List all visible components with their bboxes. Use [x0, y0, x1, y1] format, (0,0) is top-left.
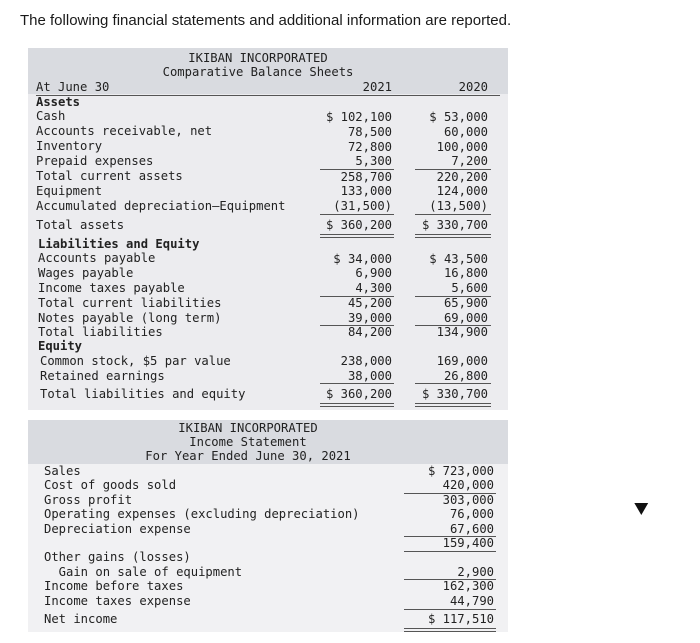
- balance-row-label: Liabilities and Equity: [38, 237, 200, 251]
- balance-col-2021: 2021: [362, 80, 392, 94]
- balance-value-2020: $ 43,500: [429, 252, 488, 266]
- header-rule: [36, 95, 500, 96]
- balance-title: Comparative Balance Sheets: [162, 65, 354, 79]
- balance-value-2021: 133,000: [340, 184, 392, 198]
- income-value: $ 723,000: [427, 464, 494, 478]
- income-value: 162,300: [442, 579, 494, 593]
- balance-value-2021: $ 34,000: [333, 252, 392, 266]
- balance-value-2020: 169,000: [436, 354, 488, 368]
- income-row-label: Cost of goods sold: [44, 478, 177, 492]
- total-double-rule: [415, 234, 491, 238]
- income-value: 76,000: [449, 507, 494, 521]
- total-double-rule: [320, 403, 394, 407]
- intro-text: The following financial statements and additional information are reported.: [20, 12, 512, 29]
- balance-value-2020: 134,900: [436, 325, 488, 339]
- balance-row-label: Inventory: [36, 139, 103, 153]
- income-value: 420,000: [442, 478, 494, 492]
- balance-row-label: Total current assets: [36, 169, 183, 183]
- subtotal-rule: [415, 214, 491, 215]
- balance-value-2020: $ 53,000: [429, 110, 488, 124]
- income-row-label: Depreciation expense: [44, 522, 191, 536]
- balance-value-2021: 45,200: [347, 296, 392, 310]
- total-double-rule: [404, 628, 496, 632]
- balance-row-label: Wages payable: [38, 266, 134, 280]
- balance-row-label: Equipment: [36, 184, 103, 198]
- subtotal-rule: [320, 383, 394, 384]
- income-row-label: Net income: [44, 612, 118, 626]
- balance-row-label: Income taxes payable: [38, 281, 185, 295]
- balance-value-2020: 16,800: [443, 266, 488, 280]
- balance-value-2020: 60,000: [443, 125, 488, 139]
- balance-value-2021: 84,200: [347, 325, 392, 339]
- subtotal-rule: [404, 609, 496, 610]
- balance-value-2021: 6,900: [355, 266, 392, 280]
- income-value: 303,000: [442, 493, 494, 507]
- income-title: Income Statement: [189, 435, 307, 449]
- balance-row-label: Total liabilities: [38, 325, 163, 339]
- balance-value-2021: 238,000: [340, 354, 392, 368]
- balance-row-label: Notes payable (long term): [38, 311, 222, 325]
- balance-value-2021: (31,500): [333, 199, 392, 213]
- balance-value-2021: 4,300: [355, 281, 392, 295]
- balance-row-label: Accounts payable: [38, 251, 156, 265]
- subtotal-rule: [415, 383, 491, 384]
- balance-value-2021: $ 360,200: [325, 218, 392, 232]
- balance-value-2021: 39,000: [347, 311, 392, 325]
- balance-value-2020: $ 330,700: [421, 218, 488, 232]
- mouse-pointer-icon: [634, 497, 651, 515]
- balance-value-2020: 26,800: [443, 369, 488, 383]
- income-row-label: Income taxes expense: [44, 594, 191, 608]
- balance-row-label: Total liabilities and equity: [40, 387, 246, 401]
- income-row-label: Income before taxes: [44, 579, 184, 593]
- balance-value-2020: $ 330,700: [421, 387, 488, 401]
- balance-row-label: Cash: [36, 109, 66, 123]
- balance-row-label: Equity: [38, 339, 83, 353]
- income-period: For Year Ended June 30, 2021: [145, 449, 351, 463]
- balance-row-label: Retained earnings: [40, 369, 165, 383]
- income-value: 2,900: [457, 565, 494, 579]
- balance-company: IKIBAN INCORPORATED: [188, 51, 328, 65]
- balance-value-2021: $ 102,100: [325, 110, 392, 124]
- income-company: IKIBAN INCORPORATED: [178, 421, 318, 435]
- balance-row-label: Assets: [36, 95, 81, 109]
- balance-date-label: At June 30: [36, 80, 110, 94]
- balance-value-2021: 72,800: [347, 140, 392, 154]
- balance-value-2021: 5,300: [355, 154, 392, 168]
- balance-row-label: Total assets: [36, 218, 125, 232]
- balance-col-2020: 2020: [458, 80, 488, 94]
- balance-value-2021: 258,700: [340, 170, 392, 184]
- balance-value-2021: 38,000: [347, 369, 392, 383]
- balance-value-2020: 65,900: [443, 296, 488, 310]
- income-row-label: Sales: [44, 464, 81, 478]
- total-double-rule: [320, 234, 394, 238]
- balance-value-2020: 5,600: [451, 281, 488, 295]
- subtotal-rule: [404, 551, 496, 552]
- balance-value-2020: 100,000: [436, 140, 488, 154]
- income-row-label: Operating expenses (excluding depreciation): [44, 507, 360, 521]
- income-row-label: Gain on sale of equipment: [44, 565, 243, 579]
- income-value: 67,600: [449, 522, 494, 536]
- income-row-label: Gross profit: [44, 493, 133, 507]
- balance-value-2020: (13,500): [429, 199, 488, 213]
- balance-value-2020: 124,000: [436, 184, 488, 198]
- balance-value-2020: 7,200: [451, 154, 488, 168]
- subtotal-rule: [320, 214, 394, 215]
- balance-row-label: Total current liabilities: [38, 296, 222, 310]
- total-double-rule: [415, 403, 491, 407]
- income-value: 159,400: [442, 536, 494, 550]
- income-value: 44,790: [449, 594, 494, 608]
- balance-row-label: Common stock, $5 par value: [40, 354, 231, 368]
- balance-value-2021: 78,500: [347, 125, 392, 139]
- balance-value-2021: $ 360,200: [325, 387, 392, 401]
- income-row-label: Other gains (losses): [44, 550, 191, 564]
- balance-value-2020: 69,000: [443, 311, 488, 325]
- balance-value-2020: 220,200: [436, 170, 488, 184]
- balance-row-label: Prepaid expenses: [36, 154, 154, 168]
- balance-row-label: Accounts receivable, net: [36, 124, 213, 138]
- income-value: $ 117,510: [427, 612, 494, 626]
- balance-row-label: Accumulated depreciation–Equipment: [36, 199, 286, 213]
